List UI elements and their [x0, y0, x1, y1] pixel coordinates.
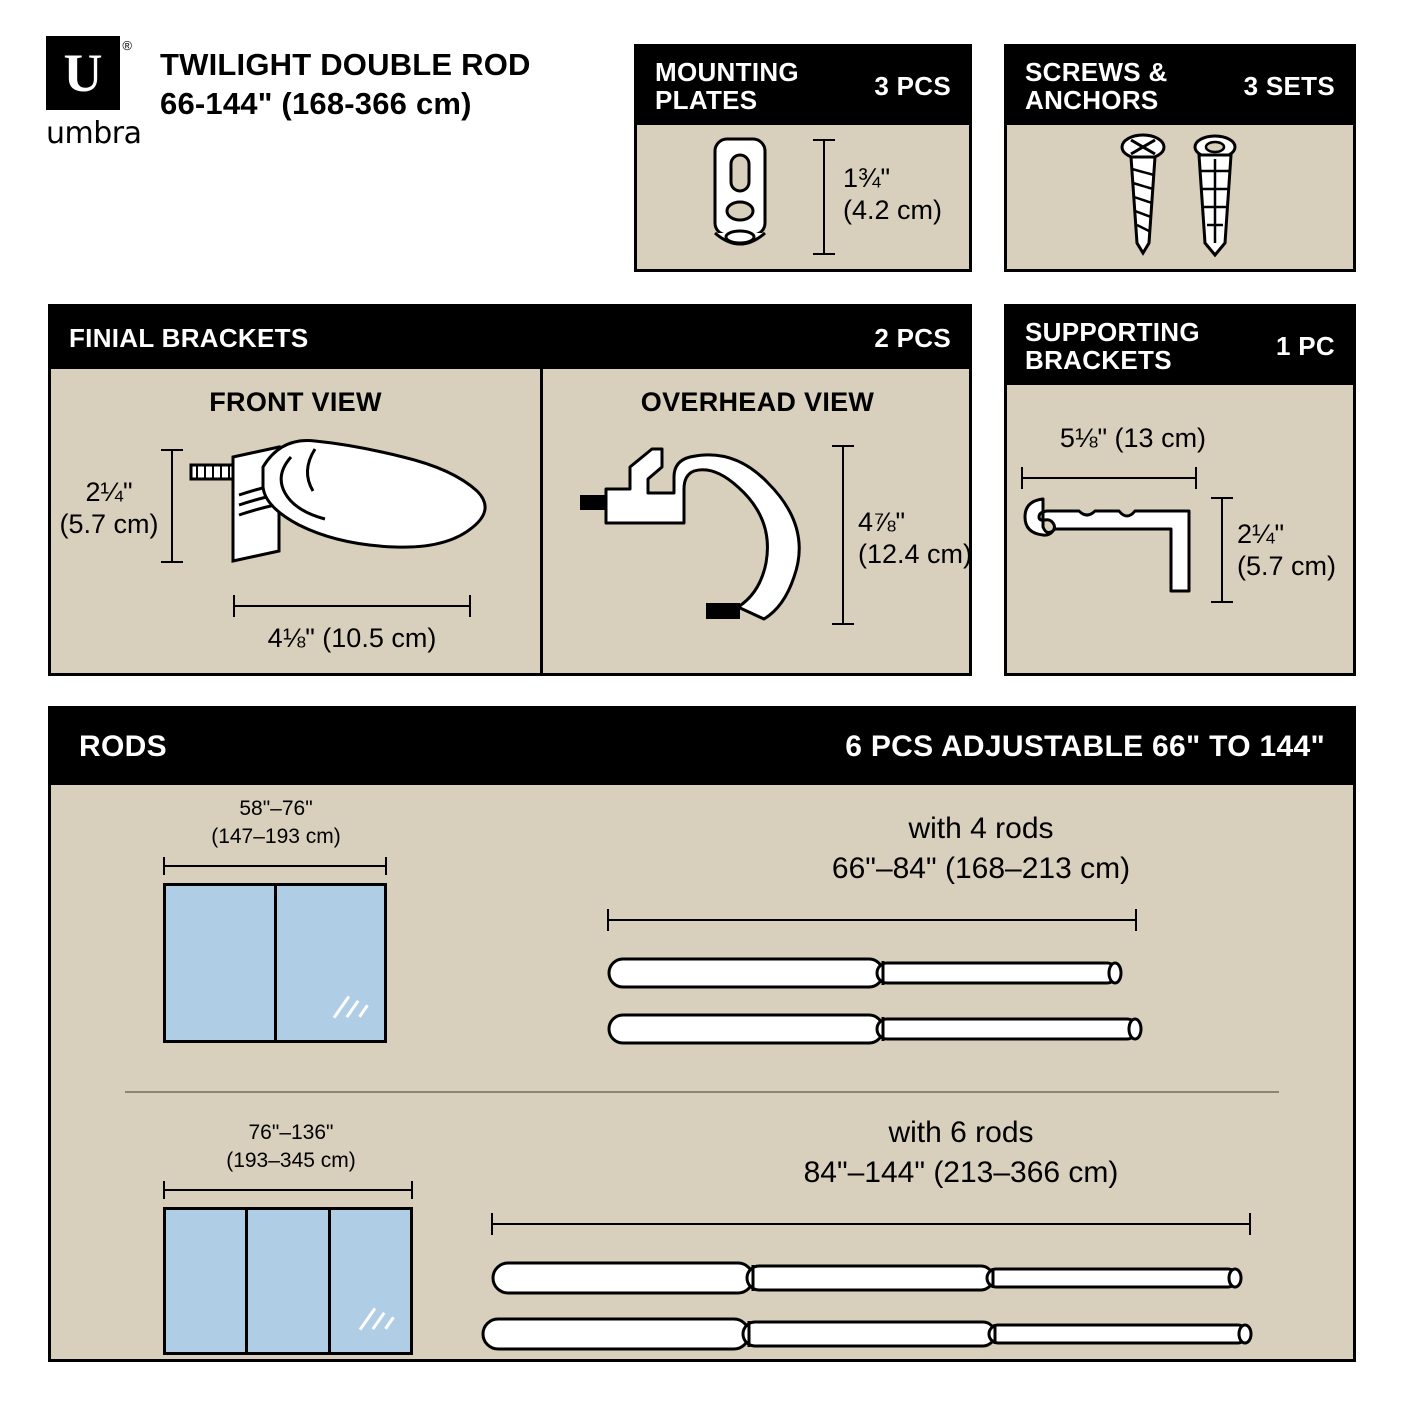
supporting-bracket-height-cap-top	[1211, 497, 1233, 499]
overhead-depth-label	[858, 507, 972, 571]
screws-anchors-count: 3 SETS	[1243, 70, 1335, 101]
four-rods-span-cap-right	[1135, 909, 1137, 931]
finial-brackets-title: FINIAL BRACKETS	[69, 322, 309, 353]
supporting-brackets-header	[1007, 307, 1353, 385]
registered-trademark-icon: ®	[122, 38, 132, 53]
front-view-width-label: 4⅛" (10.5 cm)	[267, 623, 437, 653]
window-illustration-2-pane	[163, 883, 387, 1043]
panel-mounting-plates	[634, 44, 972, 272]
supporting-bracket-height-label	[1237, 519, 1336, 583]
window-pane	[248, 1210, 330, 1352]
window-2pane-cap-right	[385, 857, 387, 875]
rods-section-divider	[125, 1091, 1279, 1093]
front-view-title: FRONT VIEW	[209, 387, 382, 417]
front-view-width-cap-right	[469, 595, 471, 617]
overhead-depth-cm: (12.4 cm)	[858, 538, 973, 569]
front-view-height-label	[57, 477, 161, 541]
overhead-view-title: OVERHEAD VIEW	[640, 387, 875, 417]
glass-glint-icon	[340, 994, 370, 1024]
plate-height-dimension-line	[823, 139, 825, 253]
window-3pane-cap-right	[411, 1181, 413, 1199]
window-pane	[166, 886, 277, 1040]
front-view-width-line	[233, 605, 471, 607]
supporting-bracket-illustration	[1021, 493, 1211, 603]
six-rods-span-cap-left	[491, 1213, 493, 1235]
four-rods-span-cap-left	[607, 909, 609, 931]
wall-anchor-icon	[1195, 136, 1235, 255]
supporting-bracket-width-cap-right	[1195, 467, 1197, 489]
supporting-brackets-title: SUPPORTING BRACKETS	[1025, 316, 1200, 375]
finial-bracket-overhead-illustration	[578, 431, 810, 637]
supporting-bracket-height-cap-bottom	[1211, 601, 1233, 603]
supporting-bracket-width-label: 5⅛" (13 cm)	[1059, 423, 1207, 453]
rod-illustration-front-4	[607, 953, 1127, 993]
brand-header	[46, 36, 531, 151]
front-view-height-cap-bottom	[161, 561, 183, 563]
screw-icon	[1122, 135, 1164, 253]
overhead-view-section	[546, 369, 973, 675]
finial-brackets-header	[51, 307, 969, 369]
supporting-bracket-height-inches: 2¼"	[1237, 519, 1285, 549]
mounting-plates-title: MOUNTING PLATES	[655, 56, 799, 115]
four-rods-span-label: 66"–84" (168–213 cm)	[831, 852, 1131, 885]
brand-wordmark: umbra	[46, 116, 142, 151]
six-rods-heading: with 6 rods	[888, 1116, 1034, 1149]
screws-anchors-title: SCREWS & ANCHORS	[1025, 56, 1168, 115]
mounting-plates-body	[637, 125, 969, 269]
supporting-brackets-body	[1007, 385, 1353, 675]
front-view-height-line	[171, 449, 173, 561]
window-3pane-width-cm: (193–345 cm)	[226, 1149, 356, 1172]
window-pane	[331, 1210, 410, 1352]
rod-illustration-back-6	[481, 1313, 1261, 1355]
supporting-bracket-height-cm: (5.7 cm)	[1237, 550, 1337, 581]
six-rods-span-cap-right	[1249, 1213, 1251, 1235]
window-3pane-width-inches: 76"–136"	[248, 1121, 334, 1144]
plate-height-inches: 1¾"	[843, 163, 891, 193]
panel-finial-brackets	[48, 304, 972, 676]
finial-brackets-count: 2 PCS	[874, 322, 951, 353]
rods-body	[51, 785, 1353, 1359]
plate-dimension-cap-bottom	[813, 253, 835, 255]
mounting-plate-illustration	[685, 133, 795, 261]
rods-header	[51, 709, 1353, 785]
window-2pane-width-cm: (147–193 cm)	[211, 825, 341, 848]
front-view-height-inches: 2¼"	[85, 477, 133, 507]
screws-anchors-header	[1007, 47, 1353, 125]
overhead-depth-cap-top	[832, 445, 854, 447]
plate-dimension-cap-top	[813, 139, 835, 141]
front-view-width-cap-left	[233, 595, 235, 617]
supporting-bracket-width-line	[1021, 477, 1197, 479]
rods-count: 6 PCS ADJUSTABLE 66" TO 144"	[845, 730, 1325, 763]
mounting-plates-header	[637, 47, 969, 125]
front-view-height-cm: (5.7 cm)	[59, 508, 159, 539]
finial-brackets-body	[51, 369, 973, 675]
finial-bracket-front-illustration	[187, 433, 507, 603]
plate-height-label	[843, 163, 942, 227]
logo-mark-icon	[46, 36, 132, 110]
front-view-height-cap-top	[161, 449, 183, 451]
page-subtitle: 66-144" (168-366 cm)	[160, 85, 472, 121]
screws-anchors-body	[1007, 125, 1353, 269]
four-rods-heading: with 4 rods	[908, 812, 1054, 845]
window-3pane-cap-left	[163, 1181, 165, 1199]
window-pane	[166, 1210, 248, 1352]
six-rods-span-line	[491, 1223, 1251, 1225]
window-2pane-width-inches: 58"–76"	[239, 797, 313, 820]
supporting-bracket-width-cap-left	[1021, 467, 1023, 489]
glass-glint-icon	[366, 1306, 396, 1336]
overhead-depth-line	[842, 445, 844, 623]
umbra-logo	[46, 36, 142, 151]
mounting-plates-count: 3 PCS	[874, 70, 951, 101]
page-title: TWILIGHT DOUBLE ROD	[160, 47, 531, 82]
rods-title: RODS	[79, 729, 167, 763]
overhead-depth-inches: 4⅞"	[858, 507, 906, 537]
logo-letter: U	[63, 43, 103, 103]
window-2pane-cap-left	[163, 857, 165, 875]
plate-height-cm: (4.2 cm)	[843, 194, 943, 225]
four-rods-span-line	[607, 919, 1137, 921]
window-2pane-dimension-line	[163, 865, 387, 867]
window-illustration-3-pane	[163, 1207, 413, 1355]
six-rods-span-label: 84"–144" (213–366 cm)	[803, 1156, 1119, 1189]
rod-illustration-back-4	[607, 1009, 1147, 1049]
screw-and-anchor-illustration	[1103, 131, 1263, 263]
window-3pane-dimension-line	[163, 1189, 413, 1191]
supporting-bracket-height-line	[1221, 497, 1223, 601]
panel-screws-anchors	[1004, 44, 1356, 272]
front-view-section	[51, 369, 543, 675]
panel-supporting-brackets	[1004, 304, 1356, 676]
overhead-depth-cap-bottom	[832, 623, 854, 625]
rod-illustration-front-6	[491, 1257, 1251, 1299]
panel-rods	[48, 706, 1356, 1362]
window-pane	[277, 886, 385, 1040]
supporting-brackets-count: 1 PC	[1275, 330, 1335, 361]
